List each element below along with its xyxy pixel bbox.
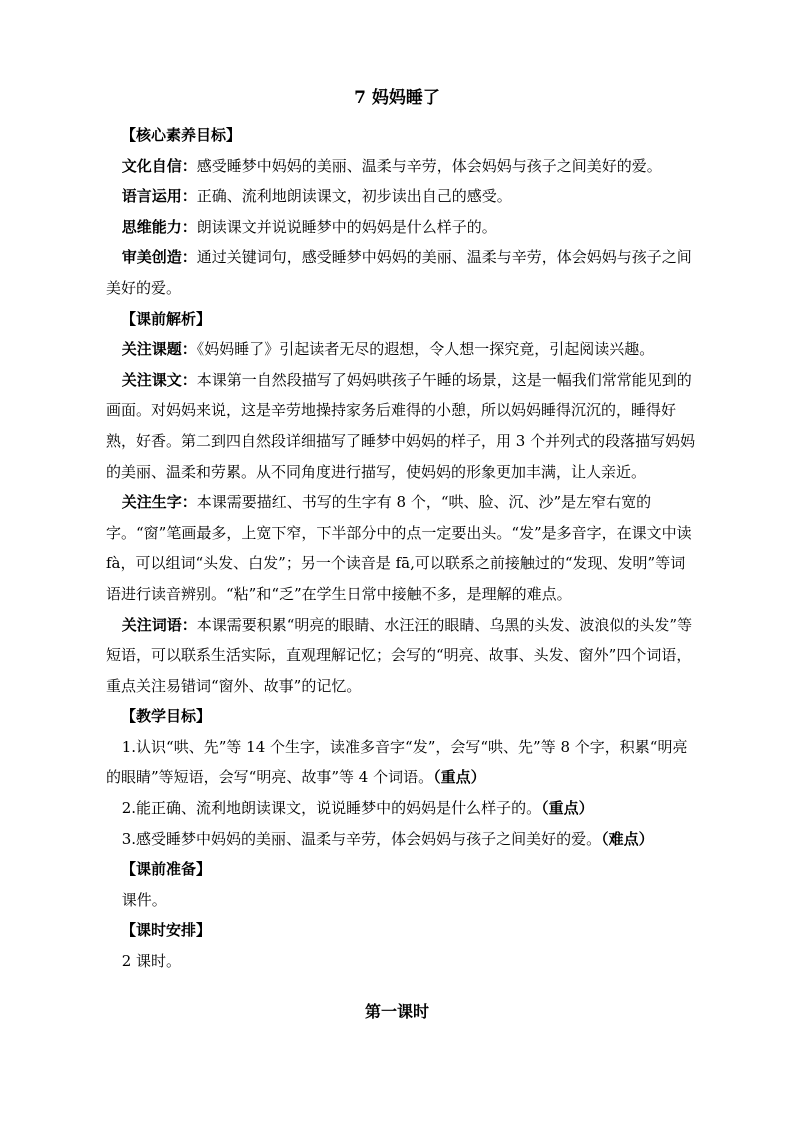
core-goal-language [106,181,696,212]
teaching-goal-tag: （难点） [601,829,654,848]
core-goal-label: 思维能力： [121,217,197,236]
teaching-goal-2 [106,793,696,824]
core-goal-culture [106,151,696,182]
core-goal-label: 审美创造： [121,248,197,267]
analysis-text: 本课需要积累“明亮的眼睛、水汪汪的眼睛、乌黑的头发、波浪似的头发”等短语，可以联系生活实际，直观理解记忆；会写的“明亮、故事、头发、窗外”四个词语，重点关注易错词“窗外、故事”的记忆。 [106,615,693,695]
page-title: 7 妈妈睡了 [354,88,440,108]
analysis-words [106,610,696,702]
analysis-characters [106,487,696,609]
core-goal-thinking [106,212,696,243]
core-goal-label: 文化自信： [121,156,197,175]
core-goal-text: 感受睡梦中妈妈的美丽、温柔与辛劳，体会妈妈与孩子之间美好的爱。 [196,156,662,175]
teaching-goal-tag: （重点） [433,768,486,787]
teaching-goal-text: 3.感受睡梦中妈妈的美丽、温柔与辛劳，体会妈妈与孩子之间美好的爱。 [121,829,602,848]
analysis-label: 关注课题： [121,340,197,359]
core-goal-label: 语言运用： [121,187,197,206]
schedule-text: 2 课时。 [121,952,182,971]
core-goal-text: 正确、流利地朗读课文，初步读出自己的感受。 [196,187,512,206]
analysis-label: 关注生字： [121,493,197,512]
teaching-goal-3 [106,824,696,855]
section-heading-schedule: 【课时安排】 [121,921,212,940]
analysis-text: 本课需要描红、书写的生字有 8 个，“哄、脸、沉、沙”是左窄右宽的字。“窗”笔画最多，上宽下窄，下半部分中的点一定要出头。“发”是多音字，在课文中读 fà，可以组词“头发、白发”；另一个读音是 fā,可以联系之前接触过的“发现、发明”等词语进行读音辨别。“粘”和“乏”在学生日常中接触不多，是理解的难点。 [106,493,692,603]
analysis-label: 关注课文： [121,370,197,389]
document-body [106,120,696,977]
section-heading-core-goals: 【核心素养目标】 [121,126,242,144]
core-goal-aesthetic [106,242,696,303]
section-heading-analysis: 【课前解析】 [121,309,212,328]
analysis-text: 《妈妈睡了》引起读者无尽的遐想，令人想一探究竟，引起阅读兴趣。 [196,340,655,359]
teaching-goal-text: 2.能正确、流利地朗读课文，说说睡梦中的妈妈是什么样子的。 [121,799,542,818]
analysis-text-body [106,365,696,487]
section-heading-preparation: 【课前准备】 [121,860,212,879]
teaching-goal-text: 1.认识“哄、先”等 14 个生字，读准多音字“发”，会写“哄、先”等 8 个字，积累“明亮的眼睛”等短语，会写“明亮、故事”等 4 个词语。 [106,737,688,787]
preparation-text: 课件。 [121,890,167,909]
analysis-title [106,334,696,365]
section-heading-teaching-goals: 【教学目标】 [121,707,212,726]
core-goal-text: 朗读课文并说说睡梦中的妈妈是什么样子的。 [196,217,497,236]
analysis-label: 关注词语： [121,615,197,634]
core-goal-text: 通过关键词句，感受睡梦中妈妈的美丽、温柔与辛劳，体会妈妈与孩子之间美好的爱。 [106,248,692,297]
lesson-heading: 第一课时 [364,1002,429,1021]
analysis-text: 本课第一自然段描写了妈妈哄孩子午睡的场景，这是一幅我们常常能见到的画面。对妈妈来说，这是辛劳地操持家务后难得的小憩，所以妈妈睡得沉沉的，睡得好熟，好香。第二到四自然段详细描写了睡梦中妈妈的样子，用 3 个并列式的段落描写妈妈的美丽、温柔和劳累。从不同角度进行描写，使妈妈的形象更加丰满，让人亲近。 [106,370,696,481]
teaching-goal-1 [106,732,696,793]
teaching-goal-tag: （重点） [541,799,594,818]
